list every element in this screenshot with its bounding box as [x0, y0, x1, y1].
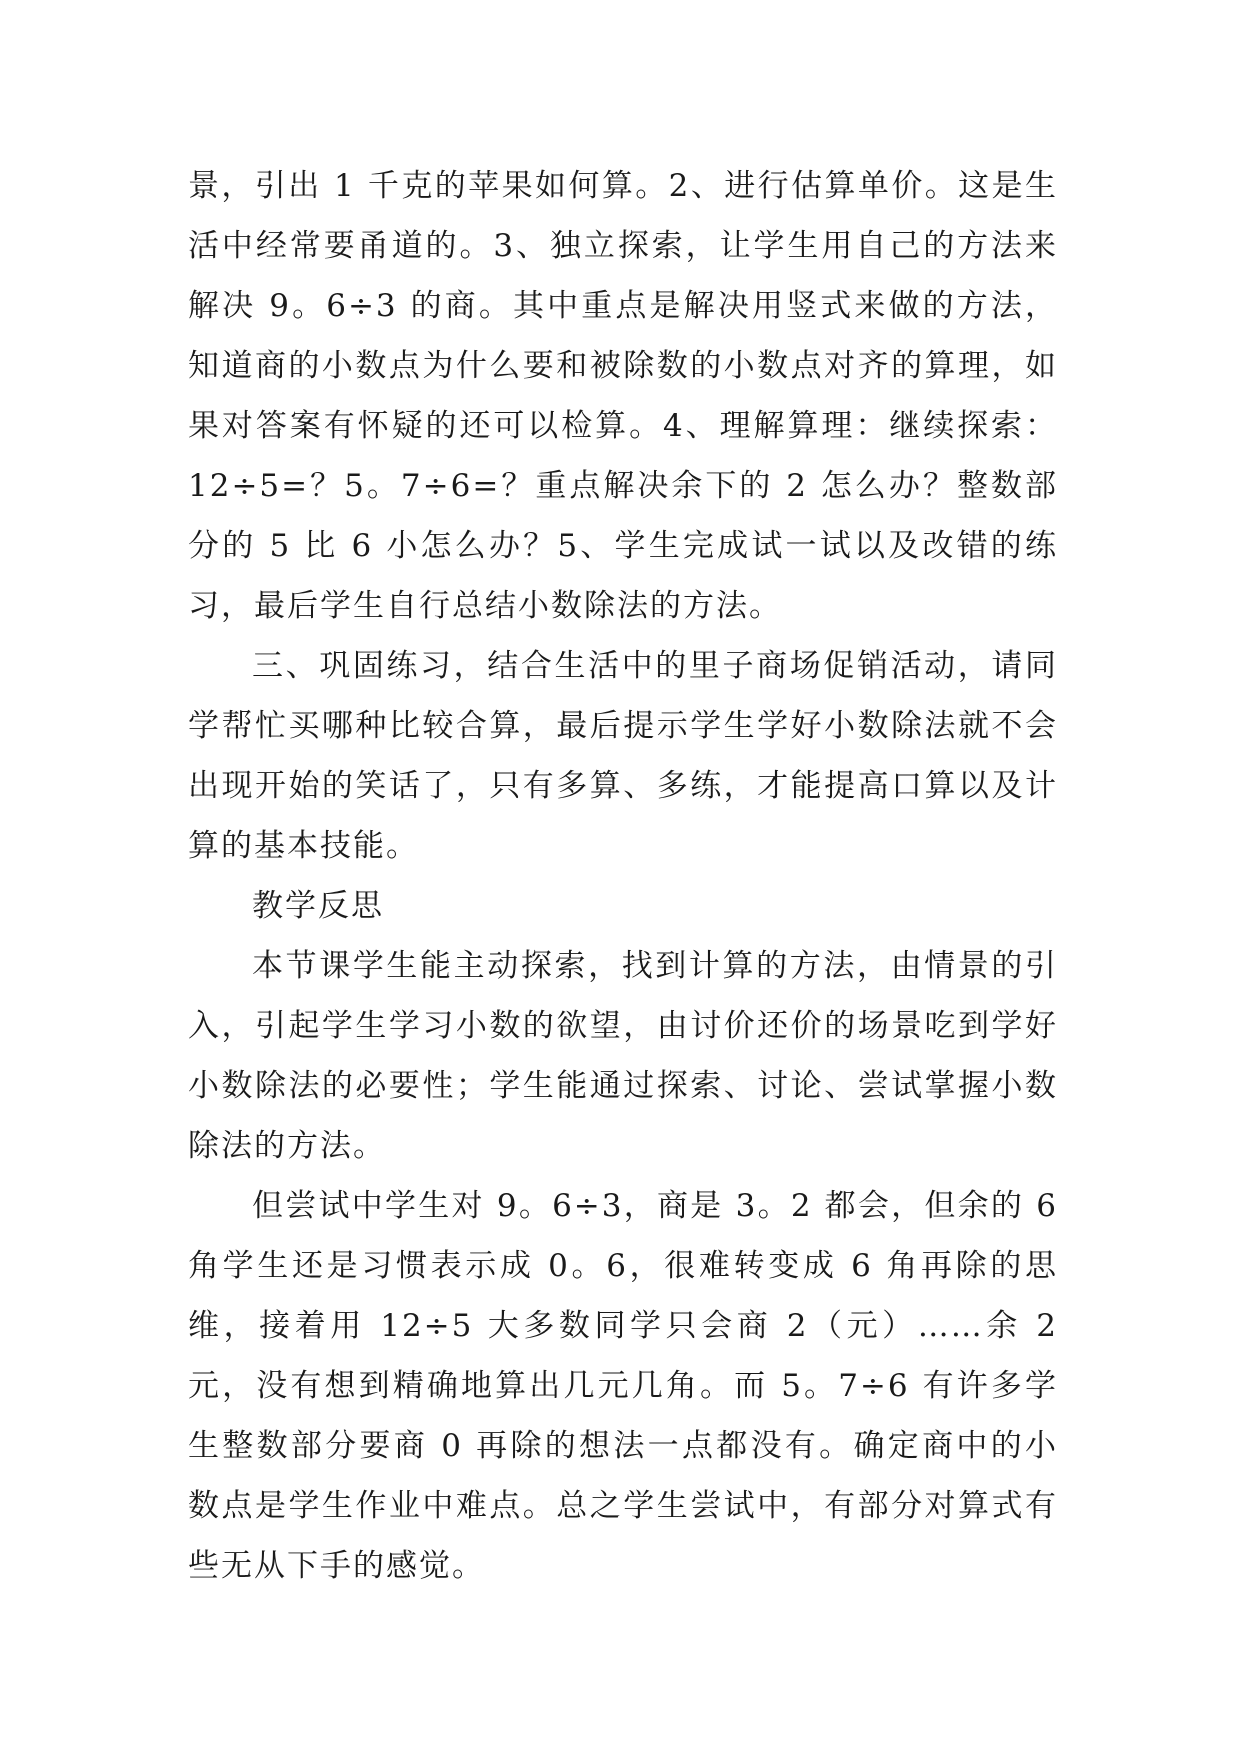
document-body: [188, 156, 1058, 1596]
paragraph-continuation: 景，引出 1 千克的苹果如何算。2、进行估算单价。这是生活中经常要甬道的。3、独立探索，让学生用自己的方法来解决 9。6÷3 的商。其中重点是解决用竖式来做的方法，知道商的小数点为什么要和被除数的小数点对齐的算理，如果对答案有怀疑的还可以检算。4、理解算理：继续探索：12÷5=？5。7÷6=？重点解决余下的 2 怎么办？整数部分的 5 比 6 小怎么办？5、学生完成试一试以及改错的练习，最后学生自行总结小数除法的方法。: [188, 168, 1058, 624]
paragraph-reflection-difficulties: 但尝试中学生对 9。6÷3，商是 3。2 都会，但余的 6 角学生还是习惯表示成 0。6，很难转变成 6 角再除的思维，接着用 12÷5 大多数同学只会商 2（元）……余 2 元，没有想到精确地算出几元几角。而 5。7÷6 有许多学生整数部分要商 0 再除的想法一点都没有。确定商中的小数点是学生作业中难点。总之学生尝试中，有部分对算式有些无从下手的感觉。: [188, 1188, 1058, 1584]
paragraph-reflection-positive: 本节课学生能主动探索，找到计算的方法，由情景的引入，引起学生学习小数的欲望，由讨价还价的场景吃到学好小数除法的必要性；学生能通过探索、讨论、尝试掌握小数除法的方法。: [188, 948, 1058, 1164]
section-heading-teaching-reflection: 教学反思: [252, 888, 384, 924]
paragraph-consolidation-practice: 三、巩固练习，结合生活中的里子商场促销活动，请同学帮忙买哪种比较合算，最后提示学生学好小数除法就不会出现开始的笑话了，只有多算、多练，才能提高口算以及计算的基本技能。: [188, 648, 1058, 864]
